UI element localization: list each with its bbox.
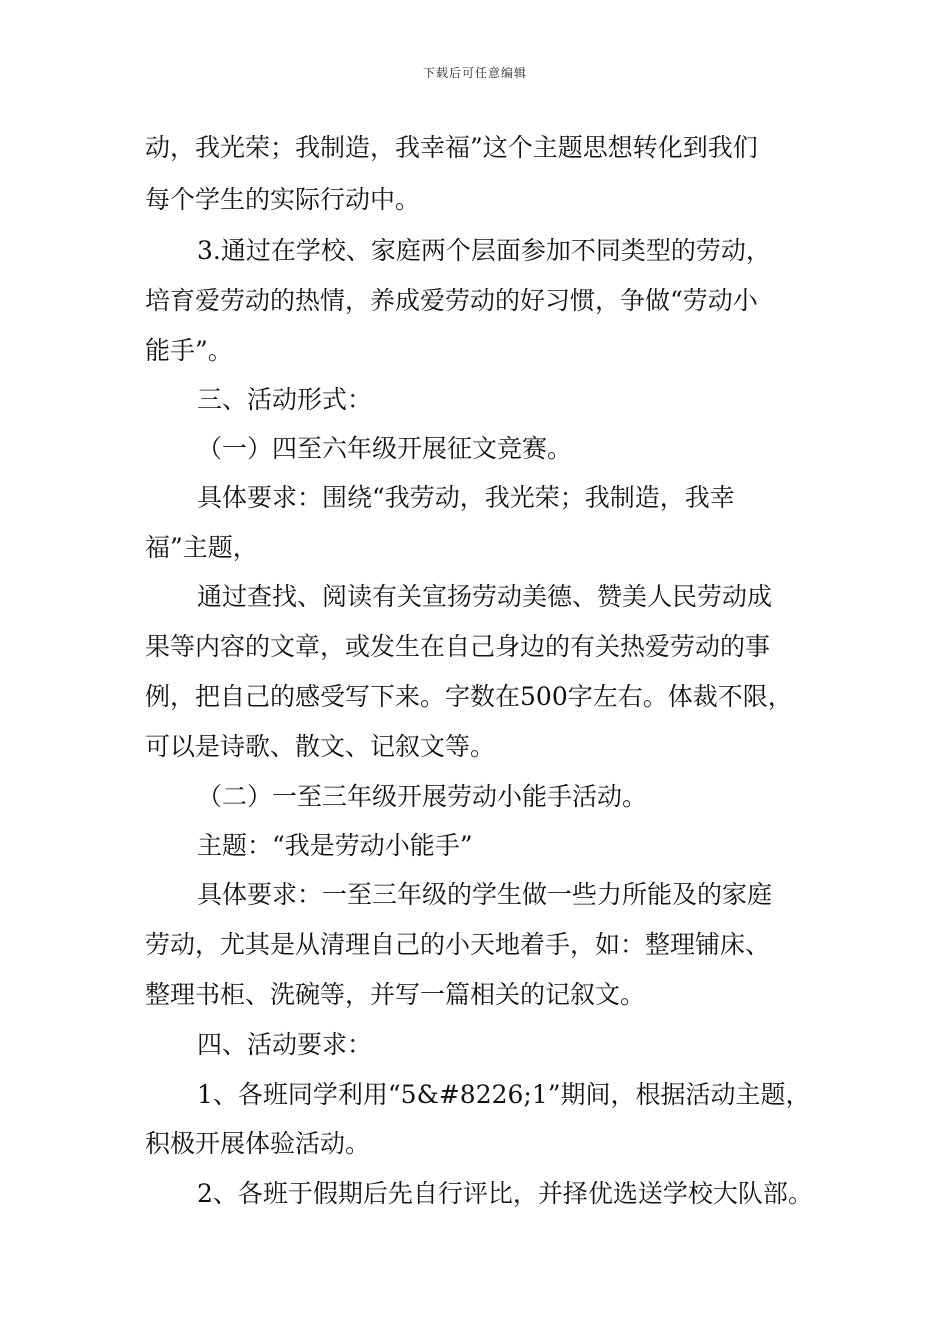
subsection-heading: （二）一至三年级开展劳动小能手活动。 (197, 782, 648, 811)
text-line: 可以是诗歌、散文、记叙文等。 (145, 732, 496, 761)
page-header: 下载后可任意编辑 (422, 66, 527, 80)
text-line: 2、各班于假期后先自行评比，并择优选送学校大队部。 (197, 1179, 813, 1208)
text-line: 动，我光荣；我制造，我幸福”这个主题思想转化到我们 (145, 133, 758, 162)
text-line: 能手”。 (145, 336, 233, 365)
text-line: 3.通过在学校、家庭两个层面参加不同类型的劳动， (197, 236, 771, 265)
text-line: 整理书柜、洗碗等，并写一篇相关的记叙文。 (145, 980, 646, 1009)
text-line: 例，把自己的感受写下来。字数在500字左右。体裁不限， (145, 682, 793, 711)
section-heading: 三、活动形式： (197, 385, 373, 414)
section-heading: 四、活动要求： (197, 1030, 373, 1059)
text-line: 果等内容的文章，或发生在自己身边的有关热爱劳动的事 (145, 632, 771, 661)
text-line: 主题：“我是劳动小能手” (197, 831, 473, 860)
text-line: 具体要求：一至三年级的学生做一些力所能及的家庭 (197, 880, 773, 909)
subsection-heading: （一）四至六年级开展征文竞赛。 (197, 434, 573, 463)
text-line: 1、各班同学利用“5&#8226;1”期间，根据活动主题， (197, 1080, 811, 1109)
text-line: 劳动，尤其是从清理自己的小天地着手，如：整理铺床、 (145, 930, 771, 959)
text-line: 培育爱劳动的热情，养成爱劳动的好习惯，争做“劳动小 (145, 286, 758, 315)
text-line: 具体要求：围绕“我劳动，我光荣；我制造，我幸 (197, 483, 735, 512)
text-line: 通过查找、阅读有关宣扬劳动美德、赞美人民劳动成 (197, 582, 773, 611)
text-line: 福”主题， (145, 533, 258, 562)
text-line: 积极开展体验活动。 (145, 1129, 371, 1158)
text-line: 每个学生的实际行动中。 (145, 185, 421, 214)
